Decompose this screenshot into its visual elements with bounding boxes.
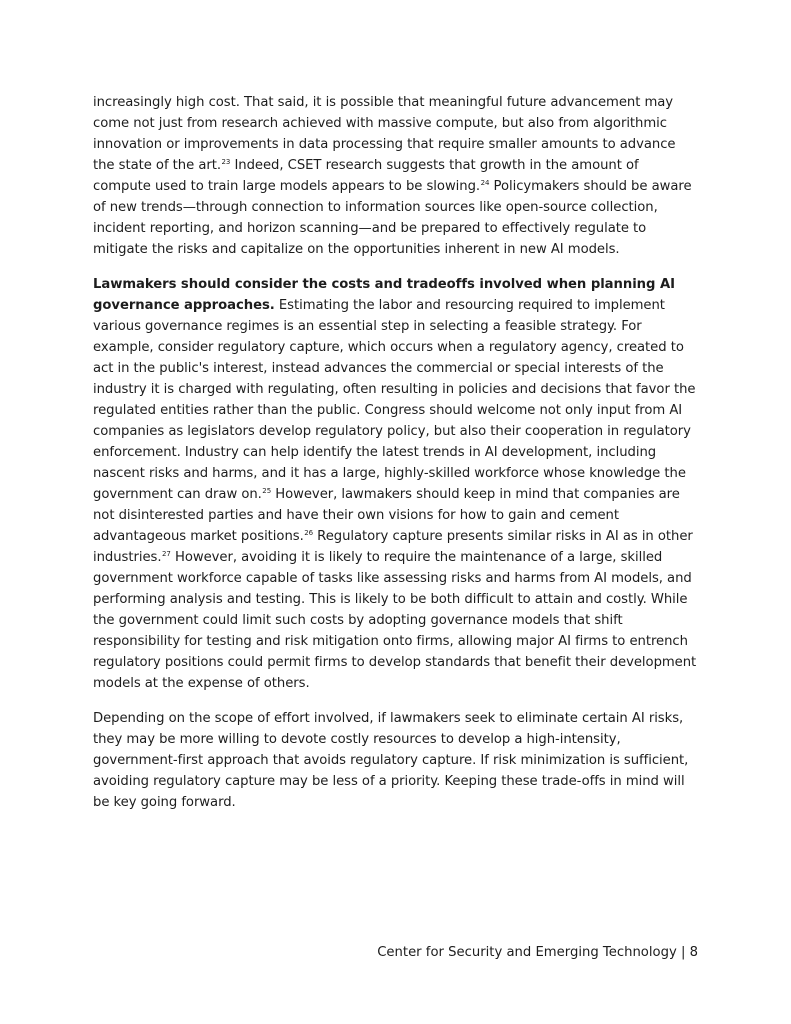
footnote-marker[interactable]: 26 (304, 529, 314, 537)
footnote-marker[interactable]: 27 (162, 550, 171, 558)
footnote-marker[interactable]: 25 (262, 487, 272, 495)
text-run: However, lawmakers should keep in mind that companies are not disinterested parties and have their own visions for how to gain and cement advantageous market positions. (93, 487, 680, 544)
footnote-marker[interactable]: 23 (221, 158, 231, 166)
text-run: Depending on the scope of effort involved, if lawmakers seek to eliminate certain AI risks, they may be more willing to devote costly resources to develop a high-intensity, government-first approach that avoids regulatory capture. If risk minimization is sufficient, avoiding regulatory capture may be less of a priority. Keeping these trade-offs in mind will be key going forward. (93, 711, 689, 810)
text-run: Indeed, CSET research suggests that growth in the amount of compute used to train large models appears to be slowing. (93, 158, 639, 194)
paragraph (93, 92, 700, 260)
page-footer: Center for Security and Emerging Technology | 8 (377, 945, 698, 960)
paragraph-lead-sentence: Lawmakers should consider the costs and tradeoffs involved when planning AI governance approaches. (93, 277, 675, 313)
body-text (93, 92, 700, 827)
text-run: Policymakers should be aware of new trends—through connection to information sources like open-source collection, incident reporting, and horizon scanning—and be prepared to effectively regulate to mitigate the risks and capitalize on the opportunities inherent in new AI models. (93, 179, 692, 257)
text-run: Estimating the labor and resourcing required to implement various governance regimes is an essential step in selecting a feasible strategy. For example, consider regulatory capture, which occurs when a regulatory agency, created to act in the public's interest, instead advances the commercial or special interests of the industry it is charged with regulating, often resulting in policies and decisions that favor the regulated entities rather than the public. Congress should welcome not only input from AI companies as legislators develop regulatory policy, but also their cooperation in regulatory enforcement. Industry can help identify the latest trends in AI development, including nascent risks and harms, and it has a large, highly-skilled workforce whose knowledge the government can draw on. (93, 298, 696, 502)
text-run: Regulatory capture presents similar risks in AI as in other industries. (93, 529, 693, 565)
text-run: However, avoiding it is likely to require the maintenance of a large, skilled government workforce capable of tasks like assessing risks and harms from AI models, and performing analysis and testing. This is likely to be both difficult to attain and costly. While the government could limit such costs by adopting governance models that shift responsibility for testing and risk mitigation onto firms, allowing major AI firms to entrench regulatory positions could permit firms to develop standards that benefit their development models at the expense of others. (93, 550, 697, 691)
paragraph (93, 708, 700, 813)
footnote-marker[interactable]: 24 (480, 179, 490, 187)
text-run: increasingly high cost. That said, it is possible that meaningful future advancement may come not just from research achieved with massive compute, but also from algorithmic innovation or improvements in data processing that require smaller amounts to advance the state of the art. (93, 95, 676, 173)
paragraph (93, 274, 700, 694)
